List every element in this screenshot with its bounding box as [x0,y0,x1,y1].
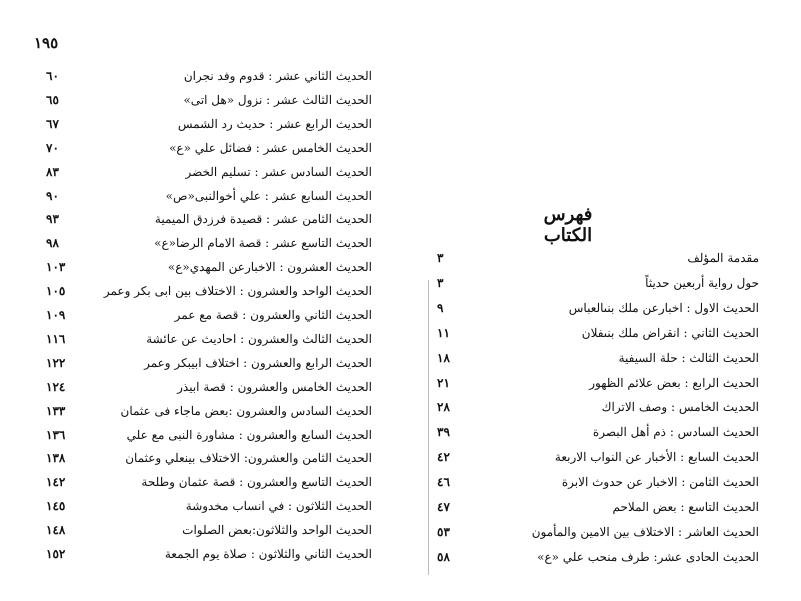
toc-entry [437,248,759,268]
toc-entry-title: الحديث الخامس والعشرون : قصة ابيذر [177,379,372,394]
toc-entry-page: ١٠٩ [46,308,66,322]
toc-entry-title: الحديث الثامن : الاخبار عن حدوث الابرة [561,475,759,490]
toc-entry-title: الحديث السابع : الأخبار عن النواب الاربعة [554,450,759,465]
toc-entry-title: الحديث التاسع : بعض الملاحم [612,500,759,514]
toc-entry-title: الحديث الاول : اخبارعن ملك بنىالعباس [568,300,759,315]
toc-entry [437,348,759,368]
toc-entry-page: ٤٧ [437,500,450,514]
toc-entry-page: ١٣٨ [46,451,66,466]
toc-entry-page: ٣ [437,251,444,265]
toc-entry [437,447,759,467]
toc-entry-page: ١٢٢ [46,355,66,370]
toc-entry-page: ١٠٥ [46,284,66,299]
toc-entry-page: ١٣٣ [46,403,66,418]
toc-entry-title: الحديث السابع والعشرون : مشاورة النبى مع علي [126,427,372,442]
toc-entry [437,273,759,293]
toc-entry [437,323,759,343]
toc-entry-title: الحديث الرابع والعشرون : اختلاف ابيبكر وعمر [144,355,372,370]
toc-entry-page: ١٤٢ [46,475,66,490]
toc-entry-page: ٥٣ [437,524,450,539]
toc-entry-title: الحديث الثاني عشر : قدوم وفد نجران [183,69,372,83]
toc-entry-title: الحديث الواحد والثلاثون:بعض الصلوات [182,523,372,538]
toc-entry-title: الحديث الرابع : بعض علائم الظهور [589,375,759,390]
toc-entry-title: الحديث التاسع عشر : قصة الامام الرضا«ع» [154,236,372,251]
toc-entry-title: الحديث الخامس عشر : فضائل علي «ع» [169,140,372,155]
toc-entry-title: الحديث الحادى عشر: طرف منحب علي «ع» [537,549,759,564]
toc-title: فهرس الكتاب [543,204,593,246]
toc-entry-title: الحديث الثلاثون : في انساب مخدوشة [185,499,372,514]
toc-entry-page: ١١٦ [46,331,66,346]
toc-entry-page: ٧٠ [46,140,59,155]
toc-entry-title: الحديث الثالث عشر : نزول «هل اتى» [183,92,372,107]
toc-entry-title: الحديث الثاني : انقراض ملك بنىفلان [581,325,759,340]
toc-entry-title: مقدمة المؤلف [687,251,759,265]
toc-entry-title: الحديث السادس : ذم أهل البصرة [592,425,759,440]
toc-entry-page: ٦٥ [46,92,59,107]
toc-entry-page: ٤٦ [437,475,450,490]
toc-entry [437,497,759,517]
toc-entry-page: ٣ [437,275,444,290]
toc-entry [437,422,759,442]
toc-entry-page: ٢١ [437,375,450,390]
toc-entry-page: ٢٨ [437,400,450,415]
toc-entry-title: الحديث الثالث والعشرون : احاديث عن عائشة [146,331,372,346]
toc-entry [437,472,759,492]
toc-entry-title: الحديث الخامس : وصف الاتراك [601,400,759,415]
toc-entry-title: الحديث الثامن عشر : قصيدة فرزدق الميمية [154,212,372,227]
toc-entry-page: ٦٧ [46,116,59,131]
toc-entry-page: ٩٨ [46,236,59,251]
toc-entry-title: الحديث السادس والعشرون :بعض ماجاء فى عثمان [120,403,372,418]
toc-entry-title: الحديث الثالث : حلة السيفية [618,350,759,365]
toc-entry-title: الحديث الواحد والعشرون : الاختلاف بين ابى بكر وعمر [103,284,372,299]
toc-entry-title: الحديث التاسع والعشرون : قصة عثمان وطلحة [141,475,372,490]
toc-entry-page: ١٤٥ [46,499,66,514]
toc-entry-title: الحديث الثاني والثلاثون : صلاة يوم الجمعة [164,547,372,561]
toc-entry-title: الحديث السابع عشر : علي أخوالنبى«ص» [165,188,372,203]
toc-entry-page: ١٣٦ [46,427,66,442]
toc-entry [437,522,759,542]
toc-entry-page: ٦٠ [46,69,59,83]
toc-entry-page: ٥٨ [437,549,450,564]
toc-entry-page: ٩ [437,300,444,315]
toc-entry-page: ٣٩ [437,425,450,440]
gutter-line [428,280,429,575]
toc-entry-page: ٩٠ [46,188,59,203]
toc-entry-page: ١٥٢ [46,547,66,561]
toc-entry-page: ١٨ [437,350,450,365]
toc-entry-page: ٩٣ [46,212,59,227]
toc-entry-page: ٨٣ [46,164,59,179]
toc-entry-page: ١٢٤ [46,379,66,394]
toc-entry [437,373,759,393]
toc-entry-page: ١٤٨ [46,523,66,538]
toc-entry-title: الحديث الرابع عشر : حديث رد الشمس [177,116,372,131]
toc-entry-title: الحديث السادس عشر : تسليم الخضر [185,164,372,179]
toc-entry-page: ١٠٣ [46,260,66,275]
toc-entry-title: حول رواية أربعين حديثاً [645,275,759,290]
toc-entry-title: الحديث الثامن والعشرون: الاختلاف بينعلي وعثمان [125,451,372,466]
page-number: ١٩٥ [34,34,59,52]
toc-entry-title: الحديث الثاني والعشرون : قصة مع عمر [174,308,372,322]
toc-entry [437,547,759,567]
toc-entry [437,298,759,318]
toc-entry-page: ١١ [437,325,450,340]
toc-entry [437,397,759,417]
toc-entry-page: ٤٢ [437,450,450,465]
toc-entry-title: الحديث العاشر : الاختلاف بين الامين والمأمون [531,524,759,539]
toc-entry-title: الحديث العشرون : الاخبارعن المهدي«ع» [167,260,372,275]
